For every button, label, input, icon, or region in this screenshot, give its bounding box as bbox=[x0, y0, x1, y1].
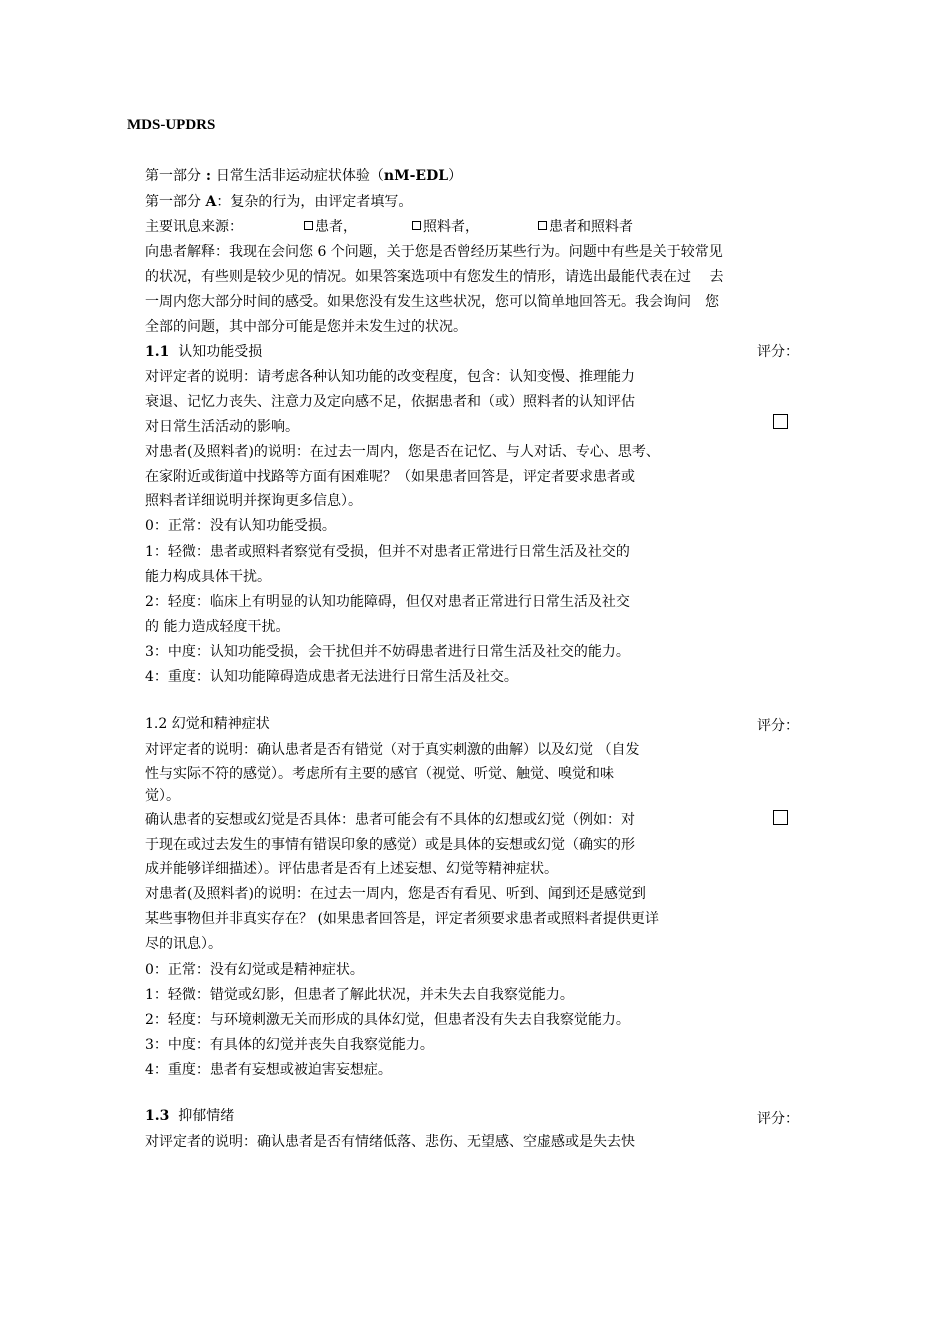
source-label: 主要讯息来源： bbox=[145, 219, 243, 235]
intro-line: 的状况，有些则是较少见的情况。如果答案选项中有您发生的情形，请选出最能代表在过 去 bbox=[145, 269, 724, 285]
intro-line: 全部的问题，其中部分可能是您并未发生过的状况。 bbox=[145, 319, 467, 335]
item-text-line: 对评定者的说明：确认患者是否有情绪低落、悲伤、无望感、空虚感或是失去快 bbox=[145, 1134, 635, 1150]
score-input-box[interactable] bbox=[773, 810, 788, 825]
source-option-caregiver[interactable] bbox=[412, 217, 479, 237]
item-option-line: 的 能力造成轻度干扰。 bbox=[145, 619, 290, 635]
item-option-line: 2：轻度：与环境刺激无关而形成的具体幻觉，但患者没有失去自我察觉能力。 bbox=[145, 1012, 630, 1028]
source-option-patient[interactable] bbox=[304, 217, 357, 237]
checkbox-icon[interactable] bbox=[538, 221, 547, 230]
item-text-line: 衰退、记忆力丧失、注意力及定向感不足，依据患者和（或）照料者的认知评估 bbox=[145, 394, 635, 410]
item-text-line: 对日常生活活动的影响。 bbox=[145, 419, 299, 435]
item-option-line: 0：正常：没有认知功能受损。 bbox=[145, 518, 336, 534]
item-option-line: 1：轻微：患者或照料者察觉有受损，但并不对患者正常进行日常生活及社交的 bbox=[145, 544, 630, 560]
part1a-prefix: 第一部分 bbox=[145, 194, 206, 210]
score-input-box[interactable] bbox=[773, 414, 788, 429]
item-text-line: 于现在或过去发生的事情有错误印象的感觉）或是具体的妄想或幻觉（确实的形 bbox=[145, 837, 635, 853]
document-title: MDS-UPDRS bbox=[127, 117, 216, 133]
rating-label: 评分： bbox=[757, 344, 799, 360]
intro-line: 一周内您大部分时间的感受。如果您没有发生这些状况，您可以简单地回答无。我会询问 您 bbox=[145, 294, 719, 310]
item-option-line: 4：重度：认知功能障碍造成患者无法进行日常生活及社交。 bbox=[145, 669, 518, 685]
item-text-line: 某些事物但并非真实存在？ (如果患者回答是，评定者须要求患者或照料者提供更详 bbox=[145, 911, 659, 927]
item-text-line: 对评定者的说明：确认患者是否有错觉（对于真实刺激的曲解）以及幻觉 （自发 bbox=[145, 742, 640, 758]
item-option-line: 3：中度：有具体的幻觉并丧失自我察觉能力。 bbox=[145, 1037, 434, 1053]
item-option-line: 0：正常：没有幻觉或是精神症状。 bbox=[145, 962, 364, 978]
item-text-line: 在家附近或街道中找路等方面有困难呢？（如果患者回答是，评定者要求患者或 bbox=[145, 469, 635, 485]
intro-line: 向患者解释：我现在会问您 6 个问题，关于您是否曾经历某些行为。问题中有些是关于较常见 bbox=[145, 244, 723, 260]
part1-heading-colon: : bbox=[201, 168, 216, 184]
source-option-both-label: 患者和照料者 bbox=[549, 219, 633, 235]
rating-label: 评分： bbox=[757, 718, 799, 734]
item-1-2-heading bbox=[145, 714, 270, 734]
part1-heading-prefix: 第一部分 bbox=[145, 168, 201, 184]
item-1-3-heading bbox=[145, 1106, 234, 1126]
source-option-caregiver-label: 照料者， bbox=[423, 219, 479, 235]
item-text-line: 性与实际不符的感觉）。考虑所有主要的感官（视觉、听觉、触觉、嗅觉和味 bbox=[145, 766, 614, 782]
part1-heading bbox=[145, 166, 462, 186]
part1a-letter: A bbox=[205, 194, 217, 210]
checkbox-icon[interactable] bbox=[304, 221, 313, 230]
rating-label: 评分： bbox=[757, 1111, 799, 1127]
item-title: 认知功能受损 bbox=[178, 344, 263, 360]
item-title: 幻觉和精神症状 bbox=[171, 716, 270, 732]
part1a-line bbox=[145, 192, 412, 212]
item-1-1-heading bbox=[145, 342, 262, 362]
item-title: 抑郁情绪 bbox=[178, 1108, 235, 1124]
item-option-line: 2：轻度：临床上有明显的认知功能障碍，但仅对患者正常进行日常生活及社交 bbox=[145, 594, 630, 610]
checkbox-icon[interactable] bbox=[412, 221, 421, 230]
part1-heading-abbr: nM-EDL bbox=[383, 168, 449, 184]
item-number: 1.2 bbox=[145, 716, 168, 732]
item-text-line: 对患者(及照料者)的说明：在过去一周内，您是否在记忆、与人对话、专心、思考、 bbox=[145, 444, 660, 460]
item-option-line: 3：中度：认知功能受损，会干扰但并不妨碍患者进行日常生活及社交的能力。 bbox=[145, 644, 630, 660]
item-text-line: 成并能够详细描述）。评估患者是否有上述妄想、幻觉等精神症状。 bbox=[145, 861, 558, 877]
item-text-line: 确认患者的妄想或幻觉是否具体：患者可能会有不具体的幻想或幻觉（例如：对 bbox=[145, 812, 635, 828]
item-text-line: 尽的讯息）。 bbox=[145, 936, 222, 952]
item-option-line: 4：重度：患者有妄想或被迫害妄想症。 bbox=[145, 1062, 392, 1078]
part1-heading-close: ） bbox=[448, 168, 463, 184]
source-option-patient-label: 患者， bbox=[315, 219, 357, 235]
item-number: 1.3 bbox=[145, 1108, 170, 1124]
item-text-line: 对患者(及照料者)的说明：在过去一周内，您是否有看见、听到、闻到还是感觉到 bbox=[145, 886, 646, 902]
item-option-line: 能力构成具体干扰。 bbox=[145, 569, 271, 585]
item-number: 1.1 bbox=[145, 344, 170, 360]
item-option-line: 1：轻微：错觉或幻影，但患者了解此状况，并未失去自我察觉能力。 bbox=[145, 987, 574, 1003]
item-text-line: 照料者详细说明并探询更多信息）。 bbox=[145, 493, 362, 509]
source-option-both[interactable] bbox=[538, 217, 633, 237]
item-text-line: 对评定者的说明：请考虑各种认知功能的改变程度，包含：认知变慢、推理能力 bbox=[145, 369, 635, 385]
part1a-text: ：复杂的行为，由评定者填写。 bbox=[216, 194, 413, 210]
item-text-line: 觉）。 bbox=[145, 788, 180, 804]
part1-heading-text: 日常生活非运动症状体验（ bbox=[215, 168, 384, 184]
